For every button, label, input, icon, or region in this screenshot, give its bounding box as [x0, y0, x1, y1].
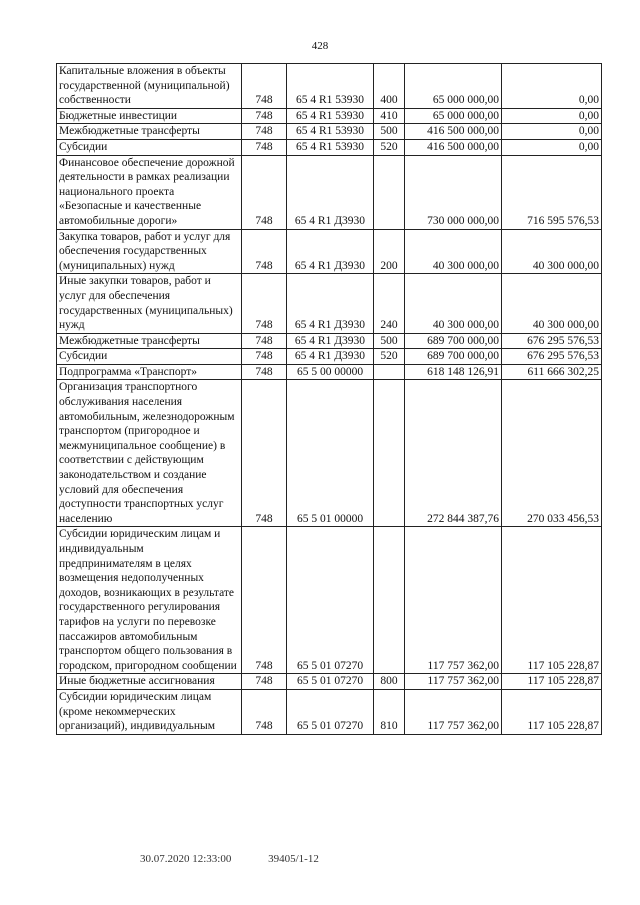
table-row — [57, 229, 602, 274]
actual-amount-cell: 611 666 302,25 — [502, 364, 602, 380]
ministry-code-cell: 748 — [242, 274, 287, 333]
target-code-cell: 65 5 01 07270 — [287, 527, 374, 674]
plan-amount-cell: 117 757 362,00 — [405, 674, 502, 690]
ministry-code-cell: 748 — [242, 364, 287, 380]
ministry-code-cell: 748 — [242, 155, 287, 229]
plan-amount-cell: 416 500 000,00 — [405, 139, 502, 155]
row-name-cell: Бюджетные инвестиции — [57, 108, 242, 124]
plan-amount-cell: 730 000 000,00 — [405, 155, 502, 229]
ministry-code-cell: 748 — [242, 349, 287, 365]
actual-amount-cell: 270 033 456,53 — [502, 380, 602, 527]
actual-amount-cell: 676 295 576,53 — [502, 333, 602, 349]
target-code-cell: 65 4 R1 Д3930 — [287, 333, 374, 349]
ministry-code-cell: 748 — [242, 380, 287, 527]
actual-amount-cell: 40 300 000,00 — [502, 229, 602, 274]
document-footer — [140, 853, 353, 865]
target-code-cell: 65 4 R1 Д3930 — [287, 349, 374, 365]
footer-date: 30.07.2020 12:33:00 — [140, 853, 232, 865]
expense-type-cell: 520 — [374, 139, 405, 155]
page-number: 428 — [311, 40, 329, 52]
target-code-cell: 65 4 R1 53930 — [287, 139, 374, 155]
table-row — [57, 364, 602, 380]
table-row — [57, 674, 602, 690]
expense-type-cell — [374, 380, 405, 527]
row-name-cell: Финансовое обеспечение дорожной деятельности в рамках реализации национального проекта «Безопасные и качественные автомобильные дороги» — [57, 155, 242, 229]
plan-amount-cell: 40 300 000,00 — [405, 274, 502, 333]
actual-amount-cell: 0,00 — [502, 108, 602, 124]
expense-type-cell — [374, 155, 405, 229]
table-row — [57, 689, 602, 734]
actual-amount-cell: 0,00 — [502, 139, 602, 155]
plan-amount-cell: 117 757 362,00 — [405, 689, 502, 734]
row-name-cell: Подпрограмма «Транспорт» — [57, 364, 242, 380]
ministry-code-cell: 748 — [242, 139, 287, 155]
row-name-cell: Субсидии юридическим лицам и индивидуальным предпринимателям в целях возмещения недополученных доходов, возникающих в результате государственного регулирования тарифов на услуги по перевозке пассажиров автомобильным транспортом общего пользования в городском, пригородном сообщении — [57, 527, 242, 674]
row-name-cell: Субсидии — [57, 349, 242, 365]
target-code-cell: 65 4 R1 Д3930 — [287, 229, 374, 274]
expense-type-cell: 520 — [374, 349, 405, 365]
table-row — [57, 124, 602, 140]
actual-amount-cell: 716 595 576,53 — [502, 155, 602, 229]
expense-type-cell: 810 — [374, 689, 405, 734]
footer-doc-id: 39405/1-12 — [268, 853, 319, 865]
row-name-cell: Иные закупки товаров, работ и услуг для обеспечения государственных (муниципальных) нужд — [57, 274, 242, 333]
expense-type-cell: 500 — [374, 124, 405, 140]
actual-amount-cell: 117 105 228,87 — [502, 527, 602, 674]
expense-type-cell — [374, 364, 405, 380]
target-code-cell: 65 4 R1 53930 — [287, 108, 374, 124]
actual-amount-cell: 117 105 228,87 — [502, 674, 602, 690]
plan-amount-cell: 65 000 000,00 — [405, 108, 502, 124]
target-code-cell: 65 4 R1 Д3930 — [287, 155, 374, 229]
actual-amount-cell: 117 105 228,87 — [502, 689, 602, 734]
target-code-cell: 65 4 R1 Д3930 — [287, 274, 374, 333]
expense-type-cell: 400 — [374, 64, 405, 109]
actual-amount-cell: 40 300 000,00 — [502, 274, 602, 333]
plan-amount-cell: 689 700 000,00 — [405, 349, 502, 365]
row-name-cell: Организация транспортного обслуживания населения автомобильным, железнодорожным транспортом (пригородное и межмуниципальное сообщение) в соответствии с действующим законодательством и создание условий для обеспечения доступности транспортных услуг населению — [57, 380, 242, 527]
target-code-cell: 65 5 01 07270 — [287, 689, 374, 734]
plan-amount-cell: 272 844 387,76 — [405, 380, 502, 527]
table-row — [57, 527, 602, 674]
expense-type-cell: 410 — [374, 108, 405, 124]
table-row — [57, 380, 602, 527]
ministry-code-cell: 748 — [242, 674, 287, 690]
table-row — [57, 333, 602, 349]
ministry-code-cell: 748 — [242, 689, 287, 734]
ministry-code-cell: 748 — [242, 108, 287, 124]
target-code-cell: 65 5 01 07270 — [287, 674, 374, 690]
actual-amount-cell: 0,00 — [502, 64, 602, 109]
row-name-cell: Межбюджетные трансферты — [57, 333, 242, 349]
row-name-cell: Иные бюджетные ассигнования — [57, 674, 242, 690]
table-row — [57, 139, 602, 155]
target-code-cell: 65 4 R1 53930 — [287, 124, 374, 140]
expense-type-cell: 500 — [374, 333, 405, 349]
table-row — [57, 349, 602, 365]
plan-amount-cell: 618 148 126,91 — [405, 364, 502, 380]
row-name-cell: Субсидии юридическим лицам (кроме некоммерческих организаций), индивидуальным — [57, 689, 242, 734]
row-name-cell: Межбюджетные трансферты — [57, 124, 242, 140]
table-row — [57, 155, 602, 229]
expense-type-cell: 240 — [374, 274, 405, 333]
plan-amount-cell: 40 300 000,00 — [405, 229, 502, 274]
actual-amount-cell: 676 295 576,53 — [502, 349, 602, 365]
expense-type-cell: 200 — [374, 229, 405, 274]
plan-amount-cell: 416 500 000,00 — [405, 124, 502, 140]
ministry-code-cell: 748 — [242, 124, 287, 140]
row-name-cell: Закупка товаров, работ и услуг для обеспечения государственных (муниципальных) нужд — [57, 229, 242, 274]
row-name-cell: Капитальные вложения в объекты государственной (муниципальной) собственности — [57, 64, 242, 109]
table-row — [57, 274, 602, 333]
actual-amount-cell: 0,00 — [502, 124, 602, 140]
plan-amount-cell: 117 757 362,00 — [405, 527, 502, 674]
plan-amount-cell: 689 700 000,00 — [405, 333, 502, 349]
target-code-cell: 65 5 01 00000 — [287, 380, 374, 527]
target-code-cell: 65 4 R1 53930 — [287, 64, 374, 109]
target-code-cell: 65 5 00 00000 — [287, 364, 374, 380]
ministry-code-cell: 748 — [242, 229, 287, 274]
row-name-cell: Субсидии — [57, 139, 242, 155]
expense-type-cell — [374, 527, 405, 674]
ministry-code-cell: 748 — [242, 333, 287, 349]
table-row — [57, 108, 602, 124]
table-row — [57, 64, 602, 109]
expense-type-cell: 800 — [374, 674, 405, 690]
budget-table — [56, 63, 602, 735]
ministry-code-cell: 748 — [242, 64, 287, 109]
ministry-code-cell: 748 — [242, 527, 287, 674]
plan-amount-cell: 65 000 000,00 — [405, 64, 502, 109]
